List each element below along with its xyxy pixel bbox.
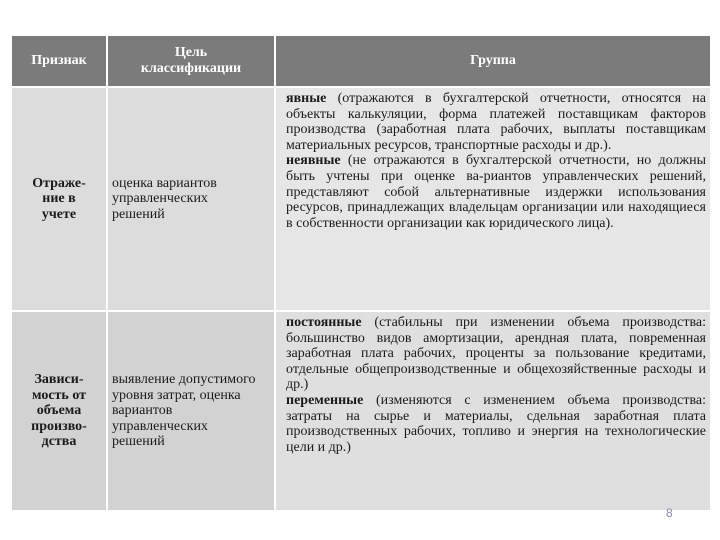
header-group-label: Группа [470,53,516,68]
header-sign [12,36,106,86]
group-explicit [286,91,706,153]
group-fixed-term: постоянные [286,315,362,330]
row-2-goal [108,312,274,510]
group-explicit-term: явные [286,91,327,106]
row-2-sign-text: Зависи-мость от объема произво-дства [31,372,87,450]
row-2-sign [12,312,106,510]
classification-table [12,0,710,510]
row-1-sign [12,88,106,310]
row-1-groups [276,88,710,310]
row-1-goal [108,88,274,310]
row-2-groups [276,312,710,510]
row-2-goal-text: выявление допустимого уровня затрат, оценка вариантов управленческих решений [112,372,256,450]
group-implicit [286,153,706,231]
group-variable-term: переменные [286,392,364,408]
page-number: 8 [666,506,673,520]
header-sign-label: Признак [31,53,87,68]
group-fixed [286,315,706,393]
row-1-sign-text: Отраже-ние в учете [32,175,86,222]
row-1-goal-text: оценка вариантов управленческих решений [112,175,217,222]
group-explicit-desc: (отражаются в бухгалтерской отчетности, относятся на объекты калькуляции, форма платежей поставщикам факторов производства (заработная плата рабочих, выплаты поставщикам материальных ресурсов, транспортные расходы и др.). [286,91,706,153]
header-group [276,36,710,86]
group-implicit-desc: (не отражаются в бухгалтерской отчетности, но должны быть учтены при оценке ва-риантов управленческих решений, представляют собой альтернативные издержки использования ресурсов, принадлежащих владельцам организации или находящиеся в собственности организации как юридического лица). [286,153,706,231]
header-goal [108,36,274,86]
group-variable [286,393,706,455]
group-variable-desc: (изменяются с изменением объема производства: затраты на сырье и материалы, сдельная заработная плата производственных рабочих, топливо и энергия на технологические цели и др.) [286,392,706,455]
header-goal-label: Цель классификации [140,45,242,76]
group-implicit-term: неявные [286,153,341,169]
group-fixed-desc: (стабильны при изменении объема производства: большинство видов амортизации, арендная плата, повременная заработная плата рабочих, проценты за пользование кредитами, отдельные общепроизводственные и общехозяйственные расходы и др.) [286,315,706,393]
